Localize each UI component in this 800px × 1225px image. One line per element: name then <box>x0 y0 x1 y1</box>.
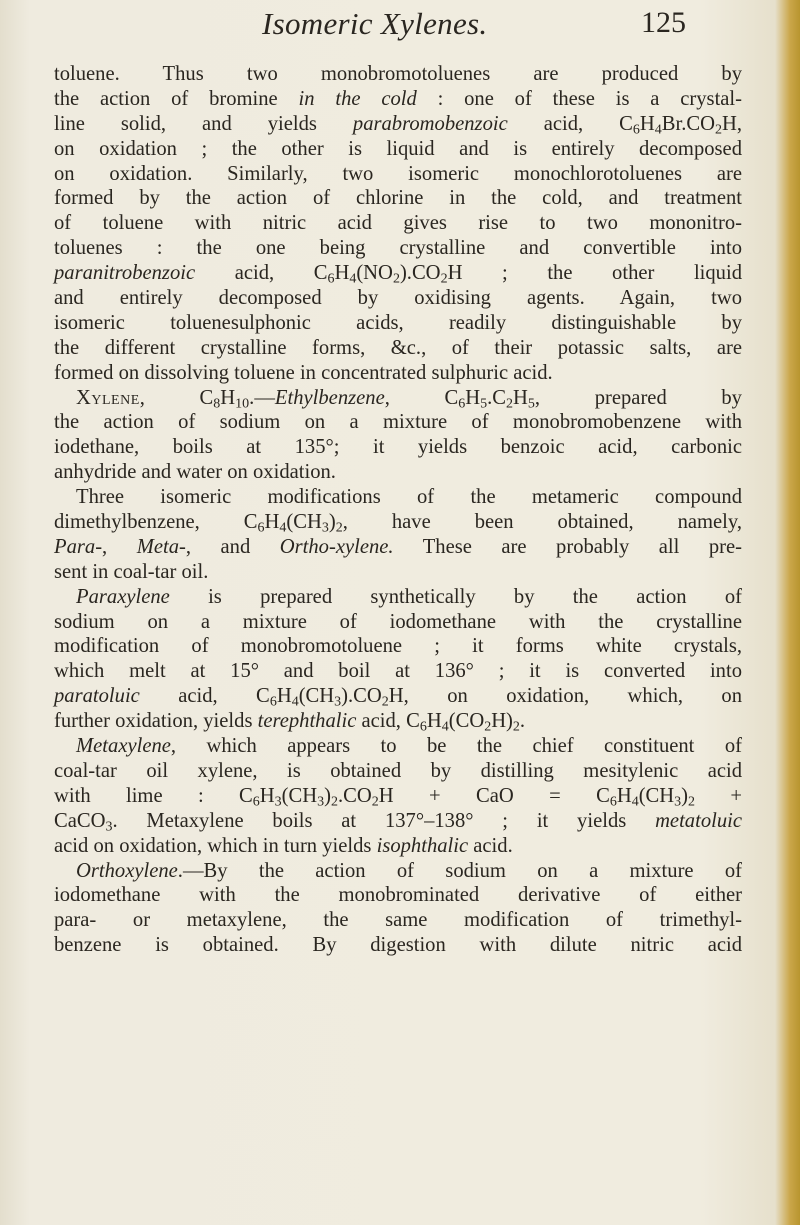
text-line: anhydride and water on oxidation. <box>54 461 336 484</box>
text-line: on oxidation ; the other is liquid and is entirely decomposed <box>54 137 742 160</box>
text-line: and entirely decomposed by oxidising agents. Again, two <box>54 287 742 310</box>
text-line: sodium on a mixture of iodomethane with the crystalline <box>54 610 742 633</box>
page-number: 125 <box>641 6 686 39</box>
text-line: Para-, Meta-, and Ortho-xylene. These are probably all pre- <box>54 535 742 558</box>
text-line: para- or metaxylene, the same modification of trimethyl- <box>54 909 742 932</box>
text-line: of toluene with nitric acid gives rise to two mononitro- <box>54 212 742 235</box>
text-line: paratoluic acid, $C_6H_4(CH_3).CO_2H$, on oxidation, which, on <box>54 685 743 710</box>
text-line: toluene. Thus two monobromotoluenes are produced by <box>54 63 742 85</box>
text-line: benzene is obtained. By digestion with dilute nitric acid <box>54 934 742 957</box>
text-line: line solid, and yields parabromobenzoic acid, $C_6H_4Br.CO_2H$, <box>54 112 742 138</box>
text-line: paranitrobenzoic acid, $C_6H_4(NO_2).CO_2H$ ; the other liquid <box>54 262 742 287</box>
text-line: modification of monobromotoluene ; it forms white crystals, <box>54 635 742 658</box>
text-line: the different crystalline forms, &c., of their potassic salts, are <box>54 336 742 359</box>
text-line: Xylene, $C_8H_{10}.—Ethylbenzene$, $C_6H_5.C_2H_5$, prepared by <box>76 386 742 412</box>
text-line: the action of sodium on a mixture of monobromobenzene with <box>54 411 742 434</box>
text-line: with lime : $C_6H_3(CH_3)_2.CO_2H$ + CaO = $C_6H_4(CH_3)_2$ + <box>54 784 742 810</box>
text-line: the action of bromine in the cold : one of these is a crystal- <box>54 87 743 110</box>
text-line: isomeric toluenesulphonic acids, readily distinguishable by <box>54 311 742 334</box>
text-line: dimethylbenzene, $C_6H_4(CH_3)_2$, have been obtained, namely, <box>54 511 742 536</box>
text-line: formed by the action of chlorine in the cold, and treatment <box>54 187 742 210</box>
text-line: Orthoxylene.—By the action of sodium on a mixture of <box>76 859 742 882</box>
text-line: sent in coal-tar oil. <box>54 560 209 583</box>
text-line: iodethane, boils at 135°; it yields benzoic acid, carbonic <box>54 436 742 459</box>
body-text <box>54 62 742 958</box>
text-line: acid on oxidation, which in turn yields isophthalic acid. <box>54 834 513 857</box>
text-line: formed on dissolving toluene in concentrated sulphuric acid. <box>54 361 553 384</box>
text-line: which melt at 15° and boil at 136° ; it is converted into <box>54 660 742 683</box>
text-line: toluenes : the one being crystalline and convertible into <box>54 237 742 260</box>
text-line: Three isomeric modifications of the metameric compound <box>76 486 742 509</box>
text-line: on oxidation. Similarly, two isomeric monochlorotoluenes are <box>54 162 742 185</box>
running-title: Isomeric Xylenes. <box>262 6 488 41</box>
text-line: iodomethane with the monobrominated derivative of either <box>54 884 742 907</box>
text-line: Paraxylene is prepared synthetically by the action of <box>76 585 742 608</box>
text-line: CaCO$_3$. Metaxylene boils at 137°–138° ; it yields metatoluic <box>54 809 742 835</box>
text-line: further oxidation, yields terephthalic acid, $C_6H_4(CO_2H)_2$. <box>54 710 526 735</box>
running-header <box>0 6 800 50</box>
text-line: coal-tar oil xylene, is obtained by distilling mesitylenic acid <box>54 759 742 782</box>
text-line: Metaxylene, which appears to be the chief constituent of <box>76 735 742 758</box>
